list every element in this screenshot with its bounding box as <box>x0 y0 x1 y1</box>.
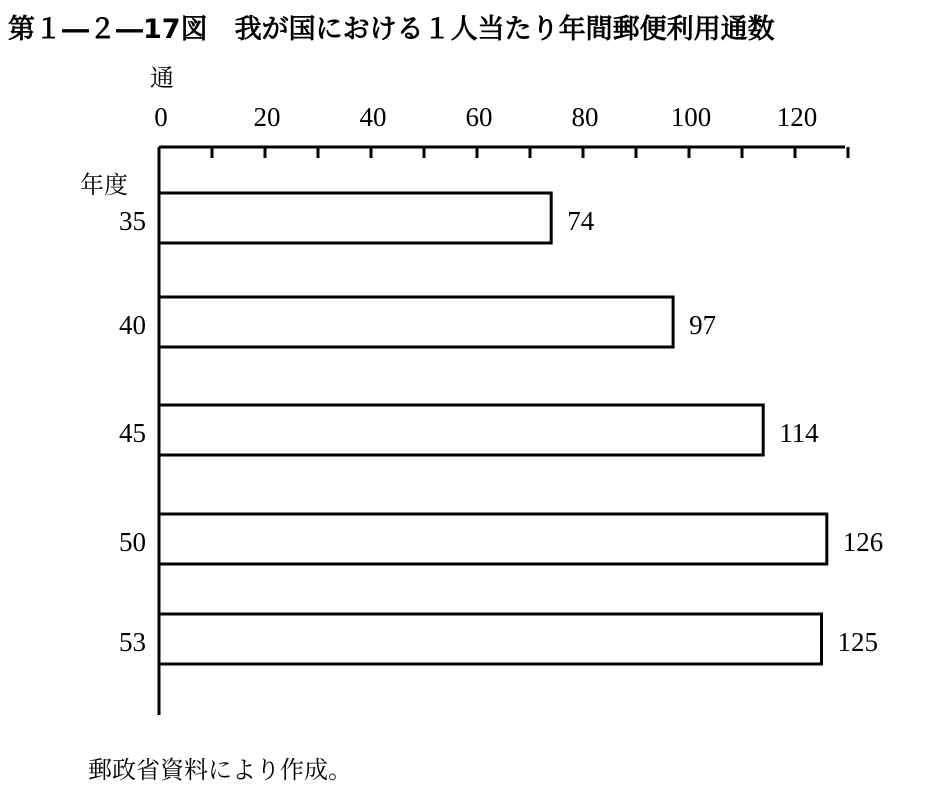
bar <box>159 193 551 243</box>
category-label: 53 <box>119 627 146 657</box>
bar <box>159 405 763 455</box>
x-tick-label: 0 <box>154 102 168 132</box>
x-axis-unit-label: 通 <box>150 64 174 92</box>
category-axis-header: 年度 <box>80 171 128 199</box>
x-tick-label: 100 <box>670 102 712 132</box>
bars <box>119 193 883 664</box>
category-label: 40 <box>119 310 146 340</box>
value-label: 114 <box>779 418 819 448</box>
bar <box>159 614 822 664</box>
x-tick-label: 120 <box>776 102 818 132</box>
value-label: 74 <box>567 206 595 236</box>
value-label: 126 <box>842 527 884 557</box>
bar <box>159 297 673 347</box>
source-note: 郵政省資料により作成。 <box>88 756 352 784</box>
x-tick-label: 40 <box>359 102 387 132</box>
x-tick-label: 80 <box>571 102 599 132</box>
value-label: 125 <box>837 627 878 657</box>
category-label: 45 <box>119 418 146 448</box>
category-label: 35 <box>119 206 146 236</box>
bar <box>159 514 827 564</box>
chart-title: 第１―２―17図 我が国における１人当たり年間郵便利用通数 <box>8 14 775 45</box>
value-label: 97 <box>689 310 717 340</box>
category-label: 50 <box>119 527 146 557</box>
x-axis-ticks <box>154 102 848 158</box>
x-tick-label: 60 <box>465 102 493 132</box>
x-tick-label: 20 <box>253 102 281 132</box>
